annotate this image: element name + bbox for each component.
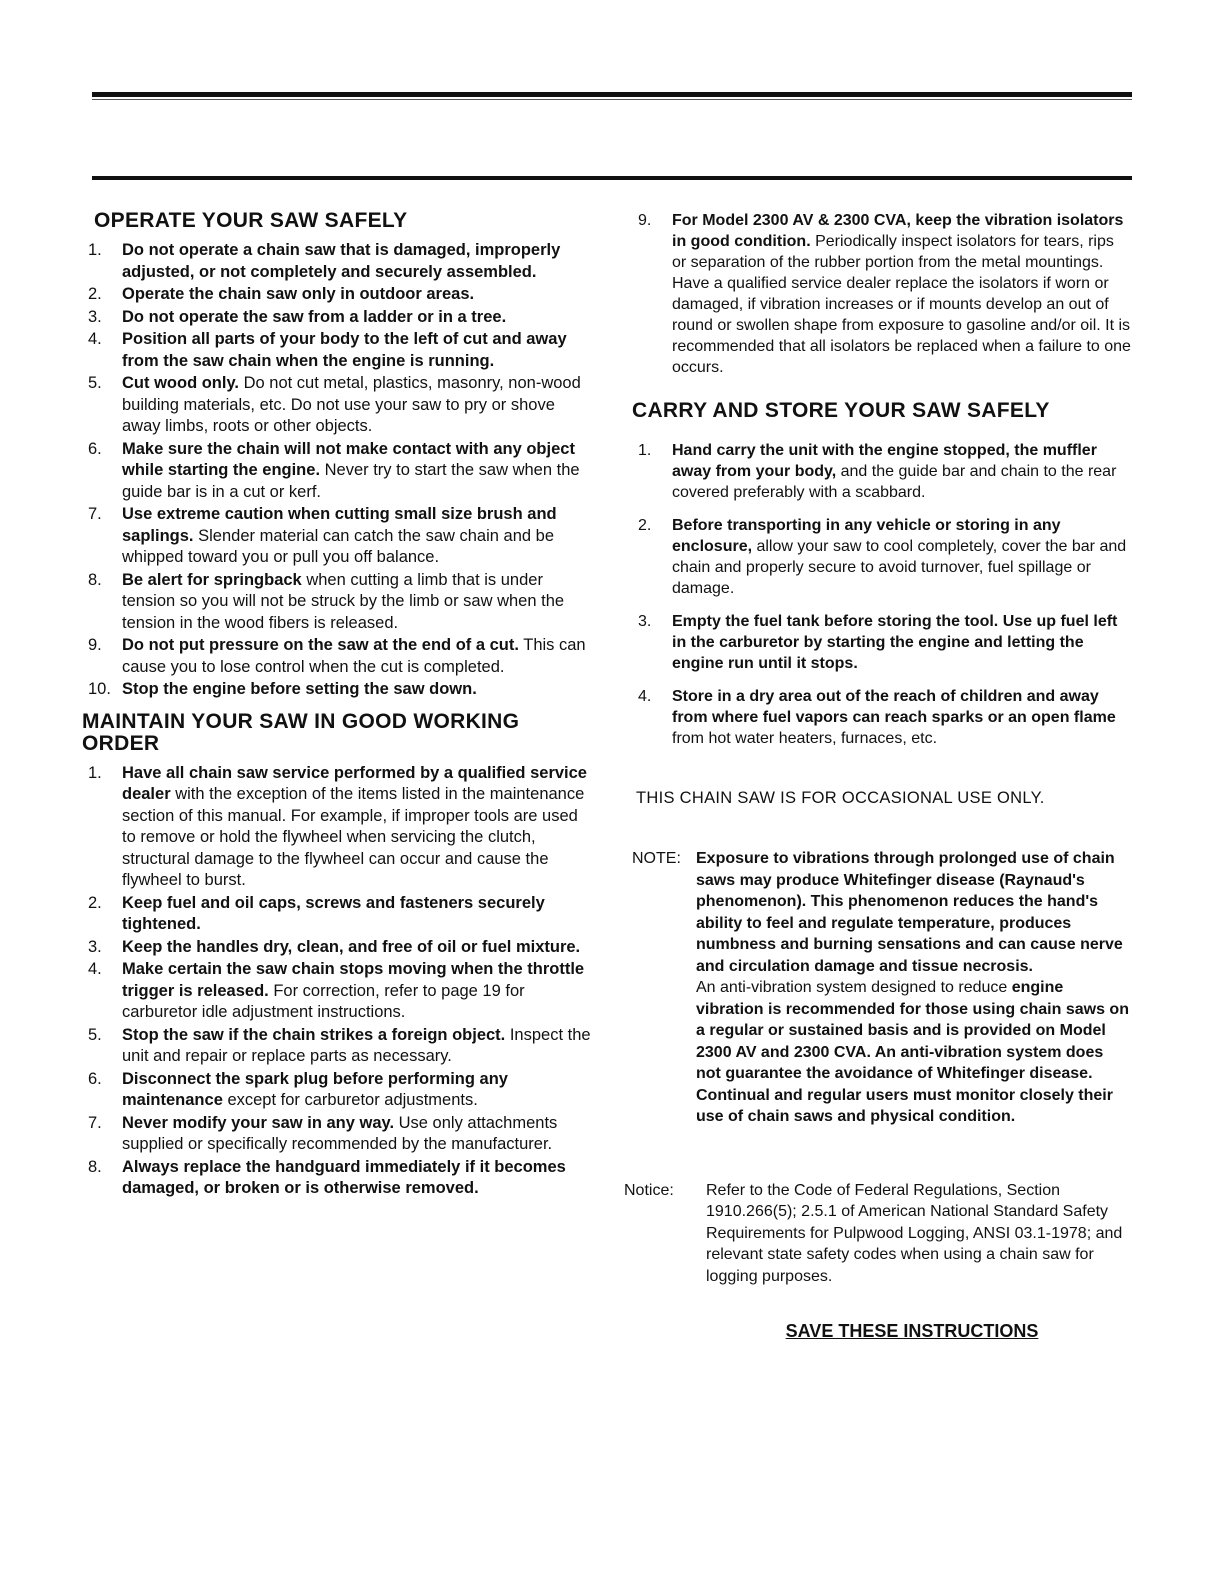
list-item: 4. Position all parts of your body to the left of cut and away from the saw chain when the engine is running. bbox=[88, 330, 567, 370]
operate-list-continued bbox=[632, 210, 1132, 378]
save-instructions: SAVE THESE INSTRUCTIONS bbox=[785, 1321, 1039, 1342]
list-item: 8. Be alert for springback when cutting a limb that is under tension so you will not be struck by the limb or saw when the tension in the wood fibers is released. bbox=[88, 570, 565, 632]
list-item: 9. For Model 2300 AV & 2300 CVA, keep the vibration isolators in good condition. Periodically inspect isolators for tears, rips or separation of the rubber portion from the metal mountings. Have a qualified service dealer replace the isolators if worn or damaged, if vibration increases or if mounts develop an out of round or swollen shape from exposure to gasoline and/or oil. It is recommended that all isolators be replaced when a failure to one occurs. bbox=[638, 212, 1131, 376]
list-item: 5. Cut wood only. Do not cut metal, plastics, masonry, non-wood building materials, etc. Do not use your saw to pry or shove away limbs, roots or other objects. bbox=[88, 374, 581, 436]
list-item: 2. Keep fuel and oil caps, screws and fasteners securely tightened. bbox=[88, 893, 545, 934]
list-item: 4. Make certain the saw chain stops moving when the throttle trigger is released. For correction, refer to page 19 for carburetor idle adjustment instructions. bbox=[88, 960, 585, 1022]
occasional-use-statement: THIS CHAIN SAW IS FOR OCCASIONAL USE ONLY. bbox=[636, 789, 1045, 808]
list-item: 8. Always replace the handguard immediately if it becomes damaged, or broken or is otherwise removed. bbox=[88, 1157, 566, 1198]
list-item: 3. Do not operate the saw from a ladder or in a tree. bbox=[88, 307, 507, 326]
vibration-note bbox=[632, 848, 1132, 1128]
list-item: 1. Have all chain saw service performed by a qualified service dealer with the exception of the items listed in the maintenance section of this manual. For example, if improper tools are used to remove or hold the flywheel when servicing the clutch, structural damage to the flywheel can occur and cause the flywheel to burst. bbox=[88, 763, 587, 890]
note-label: NOTE: bbox=[632, 850, 681, 868]
list-item: 1. Hand carry the unit with the engine stopped, the muffler away from your body, and the guide bar and chain to the rear covered preferably with a scabbard. bbox=[638, 442, 1117, 502]
maintain-list bbox=[82, 763, 592, 1200]
carry-heading: CARRY AND STORE YOUR SAW SAFELY bbox=[632, 399, 1050, 422]
list-item: 10. Stop the engine before setting the saw down. bbox=[88, 680, 477, 699]
list-item: 1. Do not operate a chain saw that is damaged, improperly adjusted, or not completely and securely assembled. bbox=[88, 241, 561, 281]
list-item: 2. Before transporting in any vehicle or storing in any enclosure, allow your saw to cool completely, cover the bar and chain and properly secure to avoid turnover, fuel spillage or damage. bbox=[638, 517, 1127, 598]
second-rule bbox=[92, 176, 1132, 180]
list-item: 4. Store in a dry area out of the reach of children and away from where fuel vapors can reach sparks or an open flame from hot water heaters, furnaces, etc. bbox=[638, 688, 1116, 748]
operate-list bbox=[82, 240, 592, 701]
list-item: 7. Never modify your saw in any way. Use only attachments supplied or specifically recommended by the manufacturer. bbox=[88, 1113, 558, 1154]
list-item: 7. Use extreme caution when cutting small size brush and saplings. Slender material can catch the saw chain and be whipped toward you or pull you off balance. bbox=[88, 505, 557, 567]
top-rule bbox=[92, 92, 1132, 97]
list-item: 3. Empty the fuel tank before storing the tool. Use up fuel left in the carburetor by starting the engine and letting the engine run until it stops. bbox=[638, 613, 1118, 673]
list-item: 3. Keep the handles dry, clean, and free of oil or fuel mixture. bbox=[88, 937, 581, 956]
note-bold-text-2: engine vibration is recommended for those using chain saws on a regular or sustained basis and is provided on Model 2300 AV and 2300 CVA. An anti-vibration system does not guarantee the avoidance of Whitefinger disease. Continual and regular users must monitor closely their use of chain saws and physical condition. bbox=[696, 979, 1129, 1126]
notice-text: Refer to the Code of Federal Regulations, Section 1910.266(5); 2.5.1 of American National Standard Safety Requirements for Pulpwood Logging, ANSI 03.1-1978; and relevant state safety codes when using a chain saw for logging purposes. bbox=[706, 1181, 1123, 1285]
right-column bbox=[624, 210, 1132, 1342]
list-item: 2. Operate the chain saw only in outdoor areas. bbox=[88, 285, 475, 304]
carry-list bbox=[632, 440, 1132, 749]
list-item: 6. Disconnect the spark plug before performing any maintenance except for carburetor adjustments. bbox=[88, 1069, 508, 1110]
left-column bbox=[82, 210, 592, 1201]
top-rule-thin bbox=[92, 99, 1132, 100]
operate-heading: OPERATE YOUR SAW SAFELY bbox=[94, 209, 408, 232]
list-item: 5. Stop the saw if the chain strikes a foreign object. Inspect the unit and repair or replace parts as necessary. bbox=[88, 1025, 591, 1066]
regulations-notice bbox=[624, 1180, 1132, 1288]
note-text: An anti-vibration system designed to reduce bbox=[696, 979, 1008, 997]
list-item: 6. Make sure the chain will not make contact with any object while starting the engine. Never try to start the saw when the guide bar is in a cut or kerf. bbox=[88, 439, 580, 501]
maintain-heading: MAINTAIN YOUR SAW IN GOOD WORKING ORDER bbox=[82, 709, 520, 755]
list-item: 9. Do not put pressure on the saw at the end of a cut. This can cause you to lose control when the cut is completed. bbox=[88, 636, 586, 676]
note-bold-text: Exposure to vibrations through prolonged use of chain saws may produce Whitefinger disease (Raynaud's phenomenon). This phenomenon reduces the hand's ability to feel and regulate temperature, produces numbness and burning sensations and can cause nerve and circulation damage and tissue necrosis. bbox=[696, 850, 1123, 975]
notice-label: Notice: bbox=[624, 1181, 674, 1199]
